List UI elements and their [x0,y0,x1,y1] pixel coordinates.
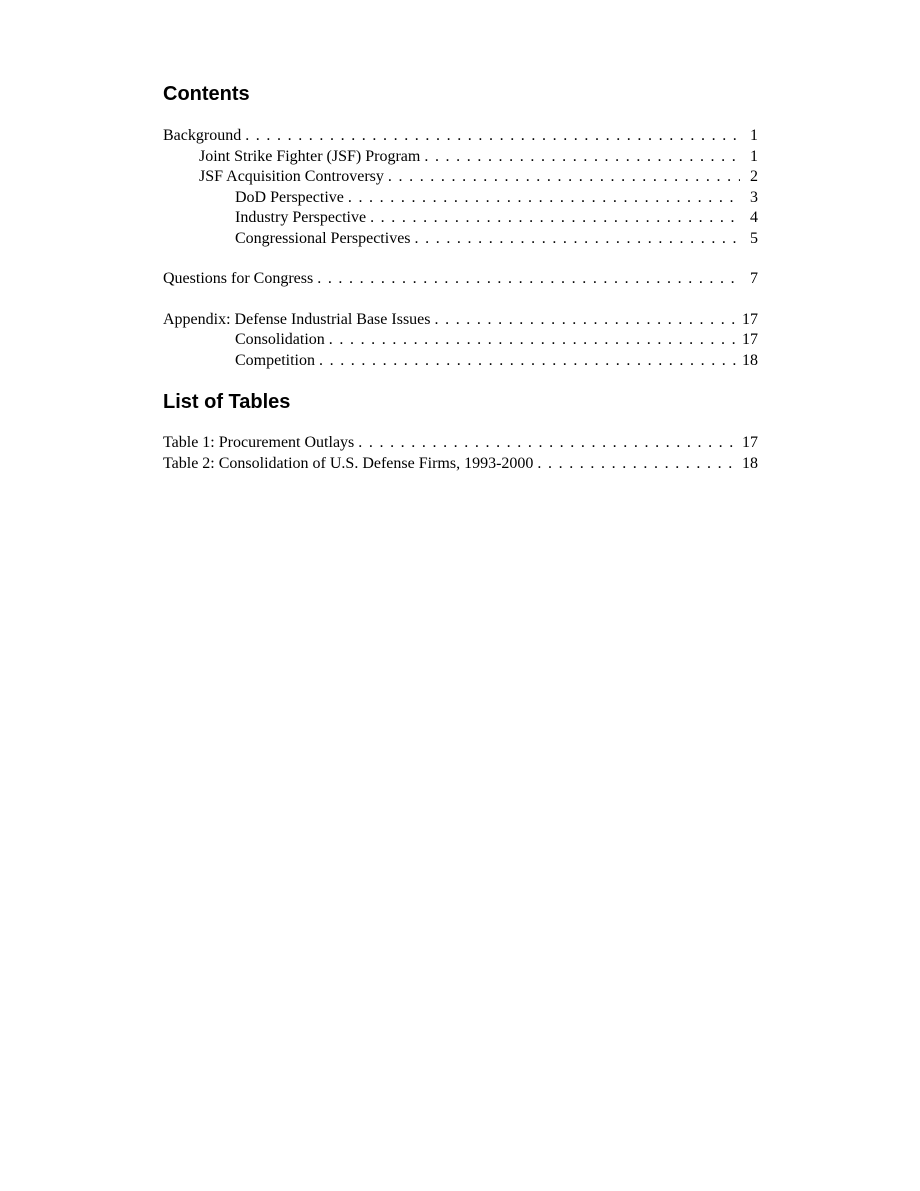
dot-leader [317,269,740,290]
toc-entry-title: JSF Acquisition Controversy [199,168,384,185]
toc-entry-appendix[interactable] [163,310,758,331]
toc-entry-title: Appendix: Defense Industrial Base Issues [163,310,431,328]
table-entry-title: Table 2: Consolidation of U.S. Defense Firms, 1993-2000 [163,454,534,472]
toc-entry-title: Industry Perspective [235,209,367,226]
toc-entry-page: 3 [750,188,758,206]
toc-entry-industry-perspective[interactable] [163,208,758,229]
toc-entry-page: 18 [742,351,758,369]
toc-entry-page: 1 [750,127,758,144]
toc-entry-page: 7 [750,270,758,287]
toc-entry-title: Competition [235,351,315,369]
table-entry-page: 17 [742,434,758,451]
toc-entry-title: Questions for Congress [163,270,314,287]
dot-leader [537,454,736,475]
toc-entry-title: Consolidation [235,331,325,348]
toc-entry-page: 17 [742,310,758,328]
toc-entry-competition[interactable] [163,351,758,372]
toc-entry-page: 17 [742,331,758,348]
toc-entry-title: DoD Perspective [235,188,344,206]
dot-leader [388,167,740,188]
list-of-tables [163,433,758,474]
toc-entry-title: Joint Strike Fighter (JSF) Program [199,147,421,165]
dot-leader [435,310,737,331]
contents-list [163,126,758,371]
toc-entry-dod-perspective[interactable] [163,188,758,209]
toc-entry-jsf-program[interactable] [163,147,758,168]
toc-entry-page: 4 [750,209,758,226]
table-entry-title: Table 1: Procurement Outlays [163,434,355,451]
dot-leader [424,147,740,168]
toc-entry-jsf-acquisition-controversy[interactable] [163,167,758,188]
table-entry-consolidation-of-firms[interactable] [163,454,758,475]
contents-heading: Contents [163,83,250,105]
toc-entry-consolidation[interactable] [163,330,758,351]
dot-leader [319,351,736,372]
list-of-tables-heading: List of Tables [163,391,291,413]
toc-entry-title: Congressional Perspectives [235,229,411,247]
dot-leader [358,433,736,454]
toc-entry-title: Background [163,127,242,144]
toc-entry-congressional-perspectives[interactable] [163,229,758,250]
dot-leader [348,188,740,209]
dot-leader [245,126,740,147]
toc-entry-page: 2 [750,168,758,185]
table-entry-page: 18 [742,454,758,472]
toc-entry-questions-for-congress[interactable] [163,269,758,290]
toc-entry-page: 5 [750,229,758,247]
toc-entry-background[interactable] [163,126,758,147]
dot-leader [415,229,740,250]
dot-leader [370,208,740,229]
dot-leader [329,330,736,351]
toc-entry-page: 1 [750,147,758,165]
table-entry-procurement-outlays[interactable] [163,433,758,454]
